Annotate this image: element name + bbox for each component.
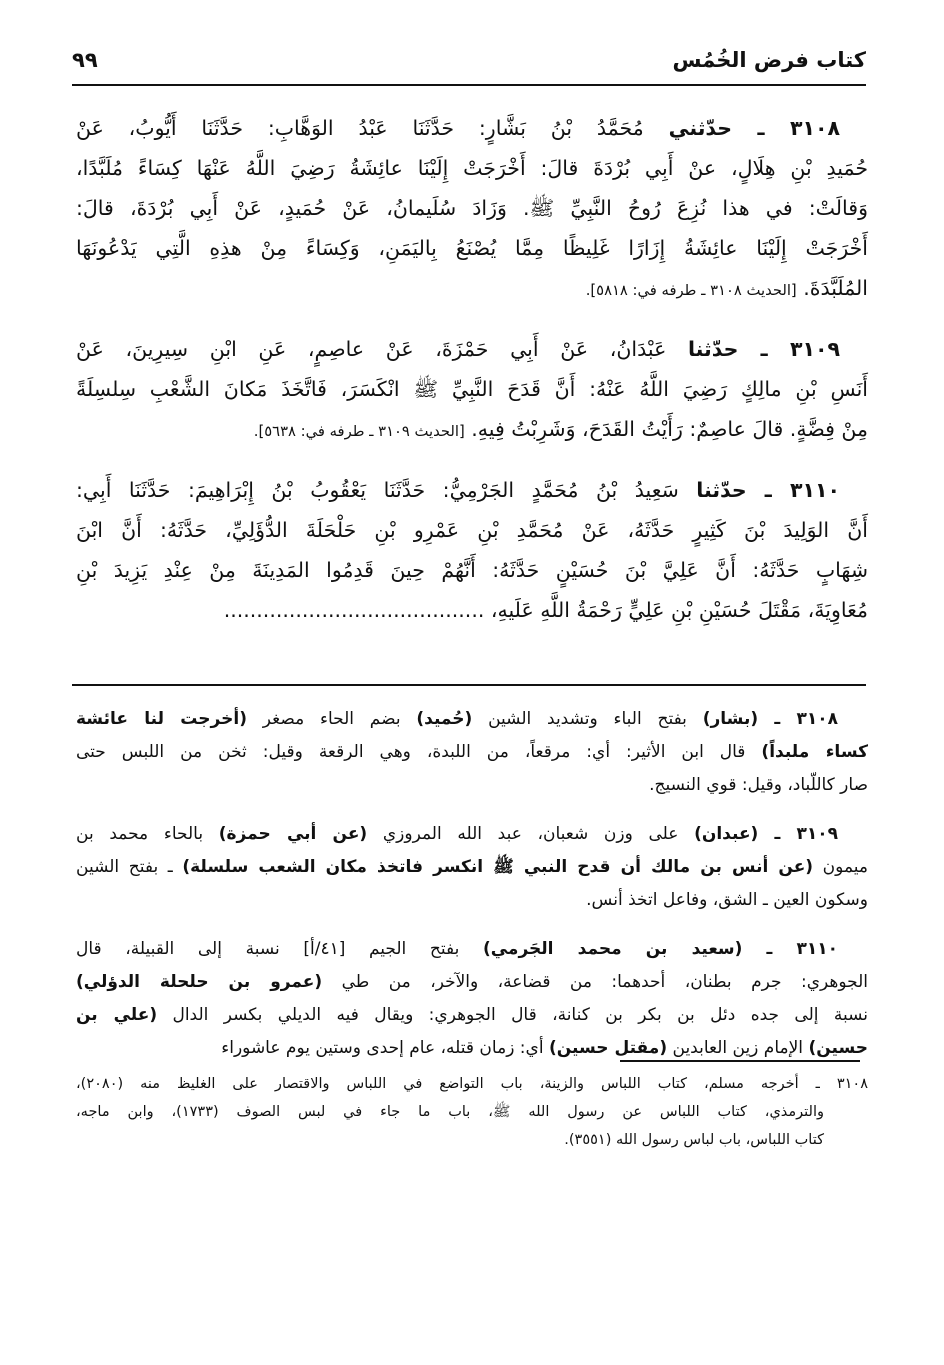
hadith-paragraph <box>76 108 868 308</box>
text-segment: أَنَّ الوَلِيدَ بْنَ كَثِيرٍ حَدَّثَهُ، عَنْ مُحَمَّدِ بْنِ عَمْرِو بْنِ حَلْحَلَةَ الدُّؤَلِيِّ، حَدَّثَهُ: أَنَّ ابْنَ <box>76 518 868 542</box>
bold-text-segment: (حُميد) <box>416 709 473 729</box>
bold-text-segment: (عمرو بن حلحلة الدؤلي) <box>76 972 323 992</box>
text-segment: أي: زمان قتله، عام إحدى وستين يوم عاشوراء <box>221 1038 549 1058</box>
bold-text-segment: ٣١٠٨ ـ (بشار) <box>702 709 839 729</box>
text-line <box>76 851 868 884</box>
text-segment: ـ بفتح الشين <box>76 857 183 877</box>
text-segment: شِهَابٍ حَدَّثَهُ: أَنَّ عَلِيَّ بْنَ حُسَيْنٍ حَدَّثَهُ: أَنَّهُمْ حِينَ قَدِمُوا المَدِينَةَ مِنْ عِنْدِ يَزِيدَ بْنِ <box>76 558 868 582</box>
text-line <box>76 470 868 510</box>
bold-text-segment: (عن أبي حمزة) <box>218 824 368 844</box>
header-rule <box>72 84 866 86</box>
chapter-title: كتاب فرض الخُمُس <box>672 48 866 72</box>
text-line <box>76 736 868 769</box>
text-line <box>76 933 868 966</box>
hadith-text <box>76 108 868 651</box>
bold-text-segment: (أخرجت لنا عائشة <box>76 709 247 729</box>
text-segment: والترمذي، كتاب اللباس عن رسول الله ﷺ، باب ما جاء في لبس الصوف (١٧٣٣)، وابن ماجه، <box>76 1104 825 1120</box>
text-segment: عَبْدَانُ، عَنْ أَبِي حَمْزَةَ، عَنْ عاصِمٍ، عَنِ ابْنِ سِيرِينَ، عَنْ <box>76 337 688 361</box>
bold-text-segment: ٣١١٠ ـ حدّثنا <box>696 478 840 502</box>
text-segment: ميمون <box>813 857 869 877</box>
text-line <box>76 1070 868 1098</box>
text-line <box>76 409 868 449</box>
running-header <box>72 48 866 80</box>
hadith-paragraph <box>76 470 868 630</box>
text-segment: أَخْرَجَتْ إِلَيْنَا عائِشَةُ إِزَارًا غَلِيظًا مِمَّا يُصْنَعُ بِاليَمَنِ، وَكِسَاءً مِنْ هذِهِ الَّتِي يَدْعُونَهَا <box>76 236 868 260</box>
commentary <box>76 703 868 1081</box>
text-segment: نسبة إلى جده دئل بن بكر بن كنانة، قال الجوهري: ويقال فيه الديلي بكسر الدال <box>157 1005 868 1025</box>
text-line <box>76 188 868 228</box>
text-segment: ٣١٠٨ ـ أخرجه مسلم، كتاب اللباس والزينة، باب التواضع في اللباس والاقتصار على الغليظ منه (٢٠٨٠)، <box>76 1076 868 1092</box>
text-segment: سَعِيدُ بْنُ مُحَمَّدٍ الجَرْمِيُّ: حَدَّثَنَا يَعْقُوبُ بْنُ إِبْرَاهِيمَ: حَدَّثَنَا أَبِي: <box>76 478 697 502</box>
text-line <box>76 884 868 917</box>
footnote <box>76 1070 868 1154</box>
bold-text-segment: حسين) <box>808 1038 868 1058</box>
text-line <box>76 1126 868 1154</box>
cross-reference: [الحديث ٣١٠٩ ـ طرفه في: ٥٦٣٨]. <box>253 423 465 440</box>
text-segment: وَقالَتْ: في هذا نُزِعَ رُوحُ النَّبِيِّ ﷺ. وَزَادَ سُلَيمانُ، عَنْ حُمَيدٍ، عَنْ أَبِي بُرْدَةَ، قالَ: <box>76 196 868 220</box>
text-line <box>76 769 868 802</box>
commentary-paragraph <box>76 818 868 917</box>
bold-text-segment: (مقتل حسين) <box>548 1038 668 1058</box>
text-line <box>76 329 868 369</box>
commentary-paragraph <box>76 703 868 802</box>
commentary-paragraph <box>76 933 868 1065</box>
footnotes <box>76 1070 868 1154</box>
text-line <box>76 369 868 409</box>
text-segment: المُلَبَّدَةَ. <box>796 276 868 300</box>
text-line <box>76 108 868 148</box>
text-segment: مِنْ فِضَّةٍ. قالَ عاصِمٌ: رَأَيْتُ القَدَحَ، وَشَرِبْتُ فِيهِ. <box>464 417 868 441</box>
bold-text-segment: ٣١٠٩ ـ حدّثنا <box>687 337 840 361</box>
text-line <box>76 703 868 736</box>
text-segment: كتاب اللباس، باب لباس رسول الله (٣٥٥١). <box>564 1132 824 1148</box>
text-line <box>76 590 868 630</box>
text-segment: مُحَمَّدُ بْنُ بَشَّارٍ: حَدَّثَنَا عَبْدُ الوَهَّابِ: حَدَّثَنَا أَيُّوبُ، عَنْ <box>76 116 669 140</box>
commentary-separator <box>72 684 866 686</box>
bold-text-segment: كساء ملبداً) <box>761 742 868 762</box>
text-segment: الإمام زين العابدين <box>667 1038 809 1058</box>
text-segment: الجوهري: جرم بطنان، أحدهما: من قضاعة، والآخر، من طي <box>322 972 869 992</box>
text-segment: قال ابن الأثير: أي: مرقعاً، من اللبدة، وهي الرقعة وقيل: ثخن من اللبس حتى <box>76 742 762 762</box>
text-line <box>76 550 868 590</box>
text-segment: مُعَاوِيَةَ، مَقْتَلَ حُسَيْنِ بْنِ عَلِيٍّ رَحْمَةُ اللَّهِ عَلَيهِ، ........................................ <box>223 598 868 622</box>
bold-text-segment: ٣١١٠ ـ (سعيد بن محمد الجَرمي) <box>482 939 839 959</box>
text-line <box>76 966 868 999</box>
text-line <box>76 148 868 188</box>
text-segment: أَنَسِ بْنِ مالِكٍ رَضِيَ اللَّهُ عَنْهُ: أَنَّ قَدَحَ النَّبِيِّ ﷺ انْكَسَرَ، فَاتَّخَذَ مَكانَ الشَّعْبِ سِلسِلَةً <box>76 377 868 401</box>
text-line <box>76 268 868 308</box>
text-segment: على وزن شعبان، عبد الله المروزي <box>367 824 695 844</box>
text-segment: بفتح الباء وتشديد الشين <box>472 709 703 729</box>
bold-text-segment: ٣١٠٨ ـ حدّثني <box>668 116 841 140</box>
text-line <box>76 999 868 1032</box>
text-segment: حُمَيدِ بْنِ هِلَالٍ، عنْ أَبِي بُرْدَةَ قالَ: أَخْرَجَتْ إِلَيْنَا عائِشَةُ رَضِيَ اللَّهُ عَنْهَا كِسَاءً مُلَبَّدًا، <box>76 156 868 180</box>
text-line <box>76 228 868 268</box>
page-number: ٩٩ <box>72 48 98 72</box>
text-segment: بضم الحاء مصغر <box>246 709 417 729</box>
text-line <box>76 1098 868 1126</box>
text-segment: وسكون العين ـ الشق، وفاعل اتخذ أنس. <box>586 890 868 910</box>
hadith-paragraph <box>76 329 868 449</box>
text-segment: بالحاء محمد بن <box>76 824 219 844</box>
footnote-separator <box>620 1060 860 1062</box>
cross-reference: [الحديث ٣١٠٨ ـ طرفه في: ٥٨١٨]. <box>585 282 797 299</box>
bold-text-segment: ٣١٠٩ ـ (عبدان) <box>694 824 839 844</box>
bold-text-segment: (عن أنس بن مالك أن قدح النبي ﷺ انكسر فاتخذ مكان الشعب سلسلة) <box>182 857 814 877</box>
text-segment: صار كاللّباد، وقيل: قوي النسيج. <box>649 775 868 795</box>
text-segment: بفتح الجيم [٤١/أ] نسبة إلى القبيلة، قال <box>76 939 483 959</box>
text-line <box>76 818 868 851</box>
bold-text-segment: (علي بن <box>76 1005 158 1025</box>
text-line <box>76 510 868 550</box>
